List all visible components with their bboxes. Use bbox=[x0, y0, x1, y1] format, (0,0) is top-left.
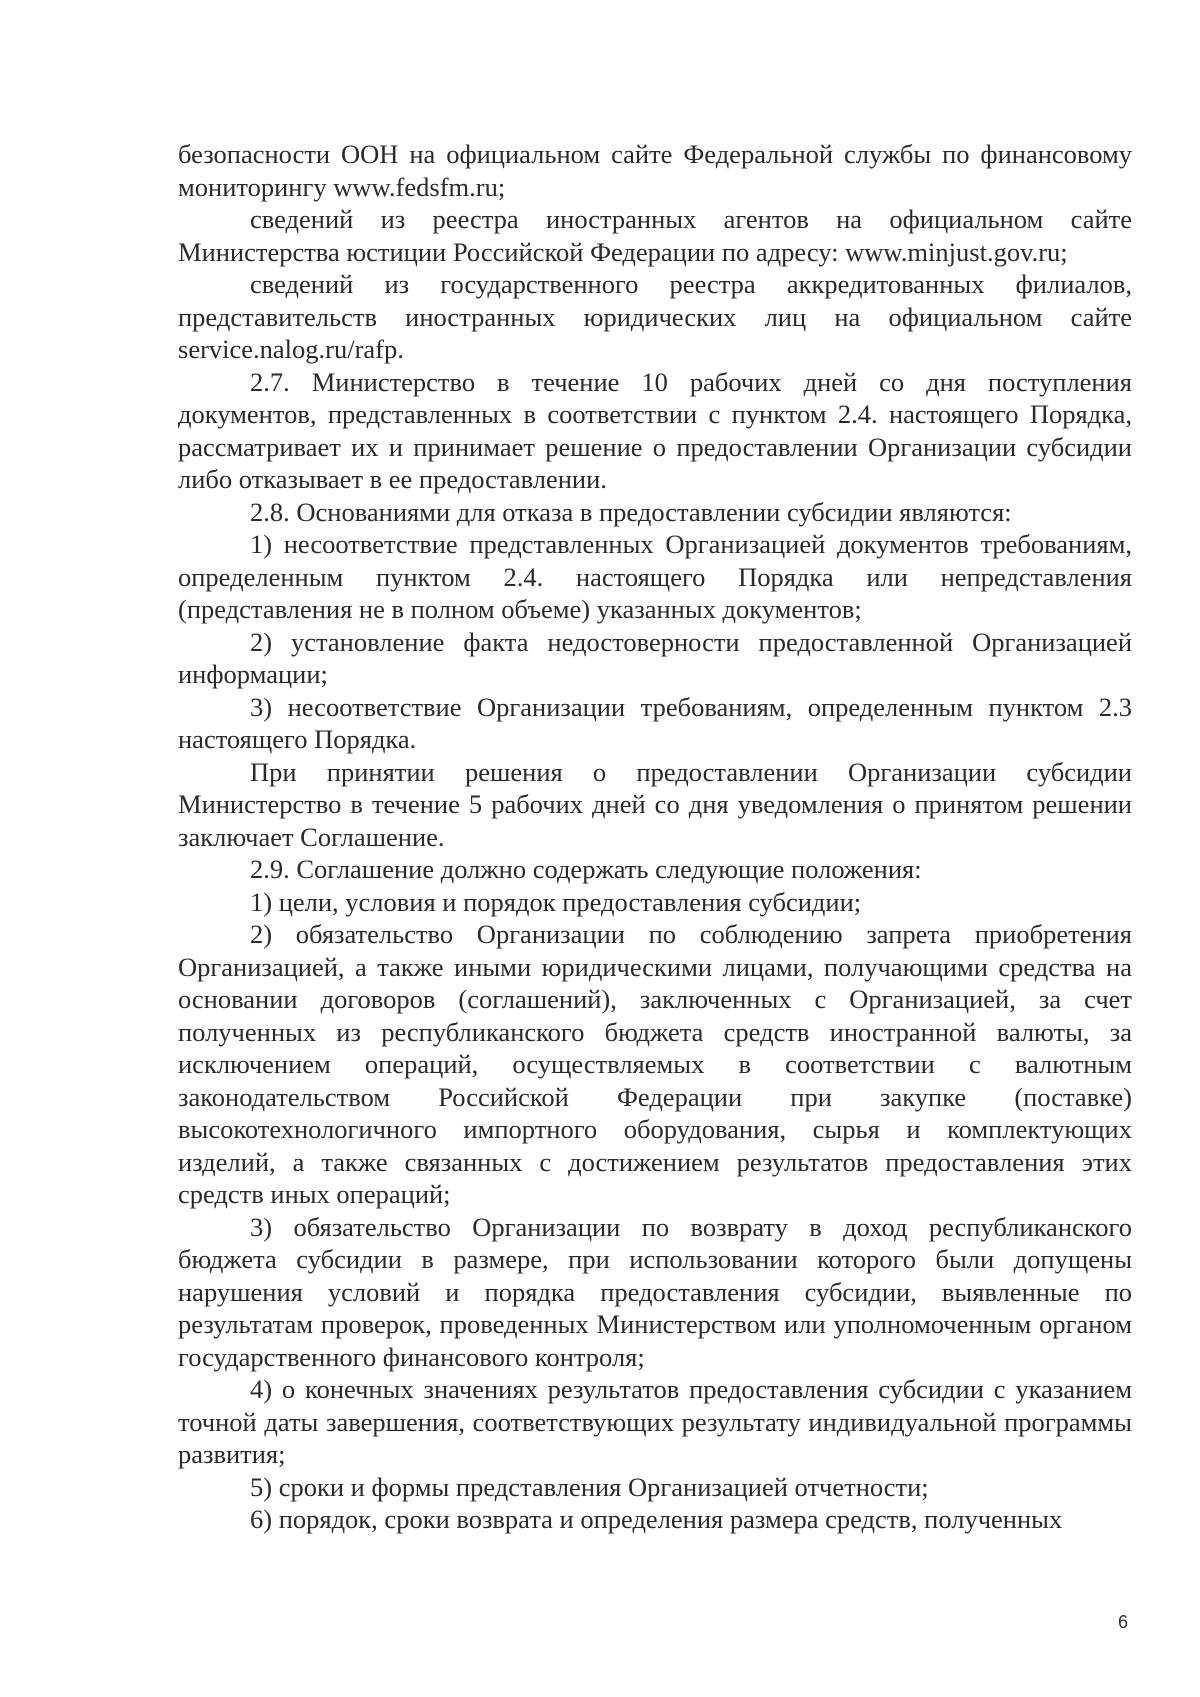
paragraph-2-7: 2.7. Министерство в течение 10 рабочих дней со дня поступления документов, представленных в соответствии с пунктом 2.4. настоящего Порядка, рассматривает их и принимает решение о предоставлении Организации субсидии либо отказывает в ее предоставлении. bbox=[178, 366, 1132, 494]
paragraph-2-9-item-1: 1) цели, условия и порядок предоставления субсидии; bbox=[250, 886, 862, 917]
paragraph-2-8-item-3: 3) несоответствие Организации требованиям, определенным пунктом 2.3 настоящего Порядка. bbox=[178, 691, 1132, 754]
paragraph-2-8-item-1: 1) несоответствие представленных Организацией документов требованиям, определенным пунктом 2.4. настоящего Порядка или непредставления (представления не в полном объеме) указанных документов; bbox=[178, 529, 1132, 624]
paragraph-continuation: безопасности ООН на официальном сайте Федеральной службы по финансовому мониторингу www.fedsfm.ru; bbox=[178, 139, 1132, 202]
paragraph-foreign-agents-registry: сведений из реестра иностранных агентов на официальном сайте Министерства юстиции Российской Федерации по адресу: www.minjust.gov.ru; bbox=[178, 204, 1132, 267]
paragraph-2-9: 2.9. Соглашение должно содержать следующие положения: bbox=[250, 854, 922, 884]
page-number: 6 bbox=[1118, 1612, 1129, 1632]
paragraph-2-9-item-6: 6) порядок, сроки возврата и определения размера средств, полученных bbox=[250, 1504, 1063, 1534]
paragraph-2-9-item-3: 3) обязательство Организации по возврату в доход республиканского бюджета субсидии в размере, при использовании которого были допущены нарушения условий и порядка предоставления субсидии, выявленные по результатам проверок, проведенных Министерством или уполномоченным органом государственного финансового контроля; bbox=[178, 1211, 1132, 1372]
paragraph-2-9-item-4: 4) о конечных значениях результатов предоставления субсидии с указанием точной даты завершения, соответствующих результату индивидуальной программы развития; bbox=[178, 1374, 1132, 1469]
paragraph-2-9-item-5: 5) сроки и формы представления Организацией отчетности; bbox=[250, 1471, 929, 1502]
paragraph-accredited-branches-registry: сведений из государственного реестра аккредитованных филиалов, представительств иностранных юридических лиц на официальном сайте service.nalog.ru/rafp. bbox=[178, 269, 1132, 364]
paragraph-decision: При принятии решения о предоставлении Организации субсидии Министерство в течение 5 рабочих дней со дня уведомления о принятом решении заключает Соглашение. bbox=[178, 756, 1132, 852]
paragraph-2-8-item-2: 2) установление факта недостоверности предоставленной Организацией информации; bbox=[178, 626, 1132, 689]
body-text bbox=[178, 138, 1132, 1536]
paragraph-2-8: 2.8. Основаниями для отказа в предоставлении субсидии являются: bbox=[250, 496, 1012, 527]
paragraph-2-9-item-2: 2) обязательство Организации по соблюдению запрета приобретения Организацией, а также иными юридическими лицами, получающими средства на основании договоров (соглашений), заключенных с Организацией, за счет полученных из республиканского бюджета средств иностранной валюты, за исключением операций, осуществляемых в соответствии с валютным законодательством Российской Федерации при закупке (поставке) высокотехнологичного импортного оборудования, сырья и комплектующих изделий, а также связанных с достижением результатов предоставления этих средств иных операций; bbox=[178, 919, 1132, 1209]
